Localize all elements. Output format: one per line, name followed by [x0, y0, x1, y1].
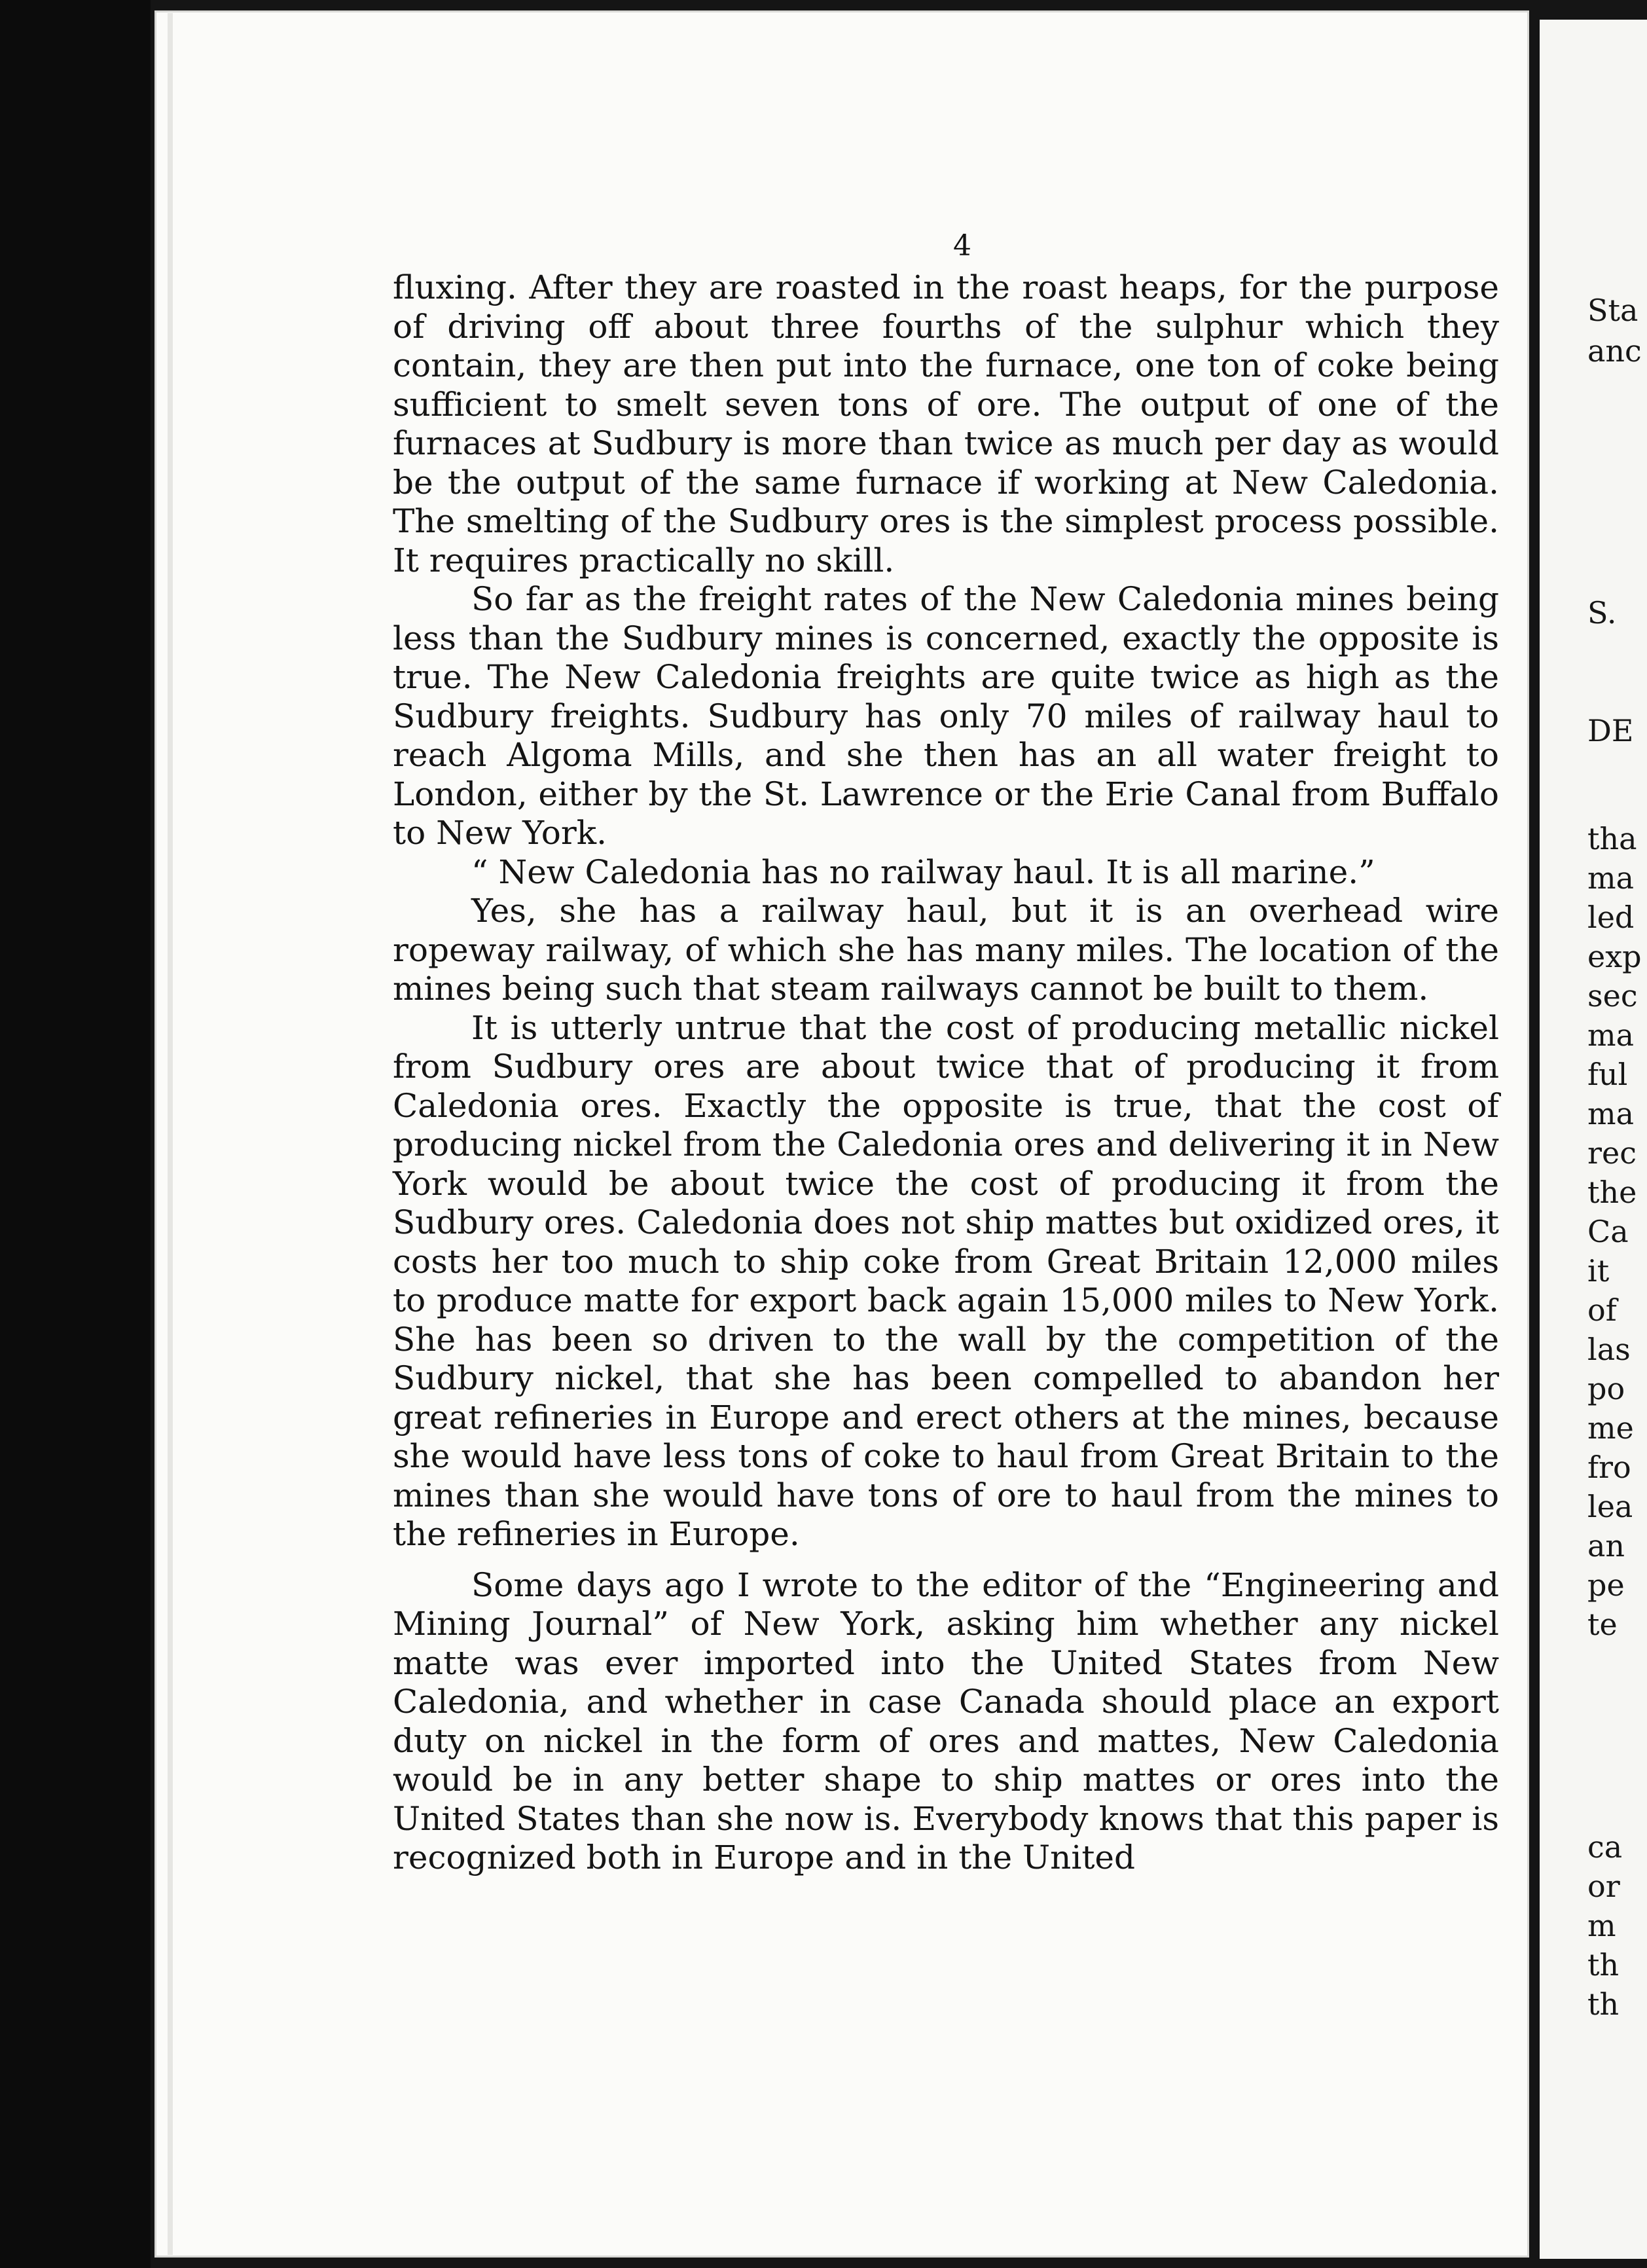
page-number: 4 — [953, 229, 971, 263]
facing-page-fragment: me — [1587, 1410, 1634, 1446]
scan-background-edge — [0, 0, 151, 2268]
facing-page-fragment: tha — [1587, 821, 1637, 856]
facing-page-fragment: ma — [1587, 1017, 1635, 1053]
paragraph: Some days ago I wrote to the editor of the “Engineering and Mining Journal” of New York, asking him whether any nickel matte was ever imported into the United States from New Caledonia, and whether in case Canada should place an export duty on nickel in the form of ores and mattes, New Caledonia would be in any better shape to ship mattes or ores into the United States than she now is. Everybody knows that this paper is recognized both in Europe and in the United — [393, 1565, 1499, 1876]
facing-page-fragment: ma — [1587, 860, 1635, 896]
facing-page-fragment: te — [1587, 1607, 1618, 1642]
facing-page-fragment: th — [1587, 1986, 1620, 2022]
paragraph: fluxing. After they are roasted in the roast heaps, for the purpose of driving off about three fourths of the sulphur which they contain, they are then put into the furnace, one ton of coke being sufficient to smelt seven tons of ore. The output of one of the furnaces at Sudbury is more than twice as much per day as would be the output of the same furnace if working at New Caledonia. The smelting of the Sudbury ores is the simplest process possible. It requires practically no skill. — [393, 268, 1499, 579]
facing-page-fragment: the — [1587, 1175, 1637, 1210]
facing-page-fragment: fro — [1587, 1450, 1631, 1485]
facing-page-fragment: ma — [1587, 1096, 1635, 1131]
page-gutter-shadow — [168, 13, 173, 2255]
facing-page-fragment: po — [1587, 1371, 1625, 1406]
facing-page-fragment: th — [1587, 1947, 1620, 1983]
facing-page-fragment: Sta — [1587, 293, 1638, 328]
body-text — [393, 268, 1499, 1878]
paragraph: “ New Caledonia has no railway haul. It is all marine.” — [471, 852, 1375, 891]
facing-page-fragment: an — [1587, 1528, 1625, 1564]
facing-page-fragment: or — [1587, 1869, 1620, 1904]
facing-page-fragment: sec — [1587, 978, 1638, 1014]
facing-page-fragment: exp — [1587, 939, 1642, 974]
facing-page-fragment: anc — [1587, 333, 1642, 369]
facing-page-fragment: it — [1587, 1253, 1610, 1289]
facing-page-fragment: lea — [1587, 1489, 1633, 1524]
facing-page-fragment: rec — [1587, 1135, 1637, 1171]
facing-page-fragment: pe — [1587, 1567, 1625, 1603]
facing-page-fragment: ful — [1587, 1057, 1628, 1092]
paragraph: It is utterly untrue that the cost of producing metallic nickel from Sudbury ores are about twice that of producing it from Caledonia ores. Exactly the opposite is true, that the cost of producing nickel from the Caledonia ores and delivering it in New York would be about twice the cost of producing it from the Sudbury ores. Caledonia does not ship mattes but oxidized ores, it costs her too much to ship coke from Great Britain 12,000 miles to produce matte for export back again 15,000 miles to New York. She has been so driven to the wall by the competition of the Sudbury nickel, that she has been compelled to abandon her great refineries in Europe and erect others at the mines, because she would have less tons of coke to haul from Great Britain to the mines than she would have tons of ore to haul from the mines to the refineries in Europe. — [393, 1008, 1499, 1553]
facing-page-fragment: of — [1587, 1292, 1617, 1328]
facing-page-fragment: led — [1587, 900, 1635, 935]
facing-page-fragment: DE — [1587, 713, 1634, 748]
facing-page-fragment: las — [1587, 1332, 1631, 1367]
facing-page-fragment: Ca — [1587, 1214, 1629, 1249]
facing-page-fragment: ca — [1587, 1829, 1623, 1865]
facing-page-fragment: S. — [1587, 595, 1617, 631]
facing-page-fragment: m — [1587, 1908, 1616, 1943]
paragraph: Yes, she has a railway haul, but it is an overhead wire ropeway railway, of which she has many miles. The location of the mines being such that steam railways cannot be built to them. — [393, 892, 1499, 1008]
paragraph: So far as the freight rates of the New Caledonia mines being less than the Sudbury mines is concerned, exactly the opposite is true. The New Caledonia freights are quite twice as high as the Sudbury freights. Sudbury has only 70 miles of railway haul to reach Algoma Mills, and she then has an all water freight to London, either by the St. Lawrence or the Erie Canal from Buffalo to New York. — [393, 580, 1499, 852]
